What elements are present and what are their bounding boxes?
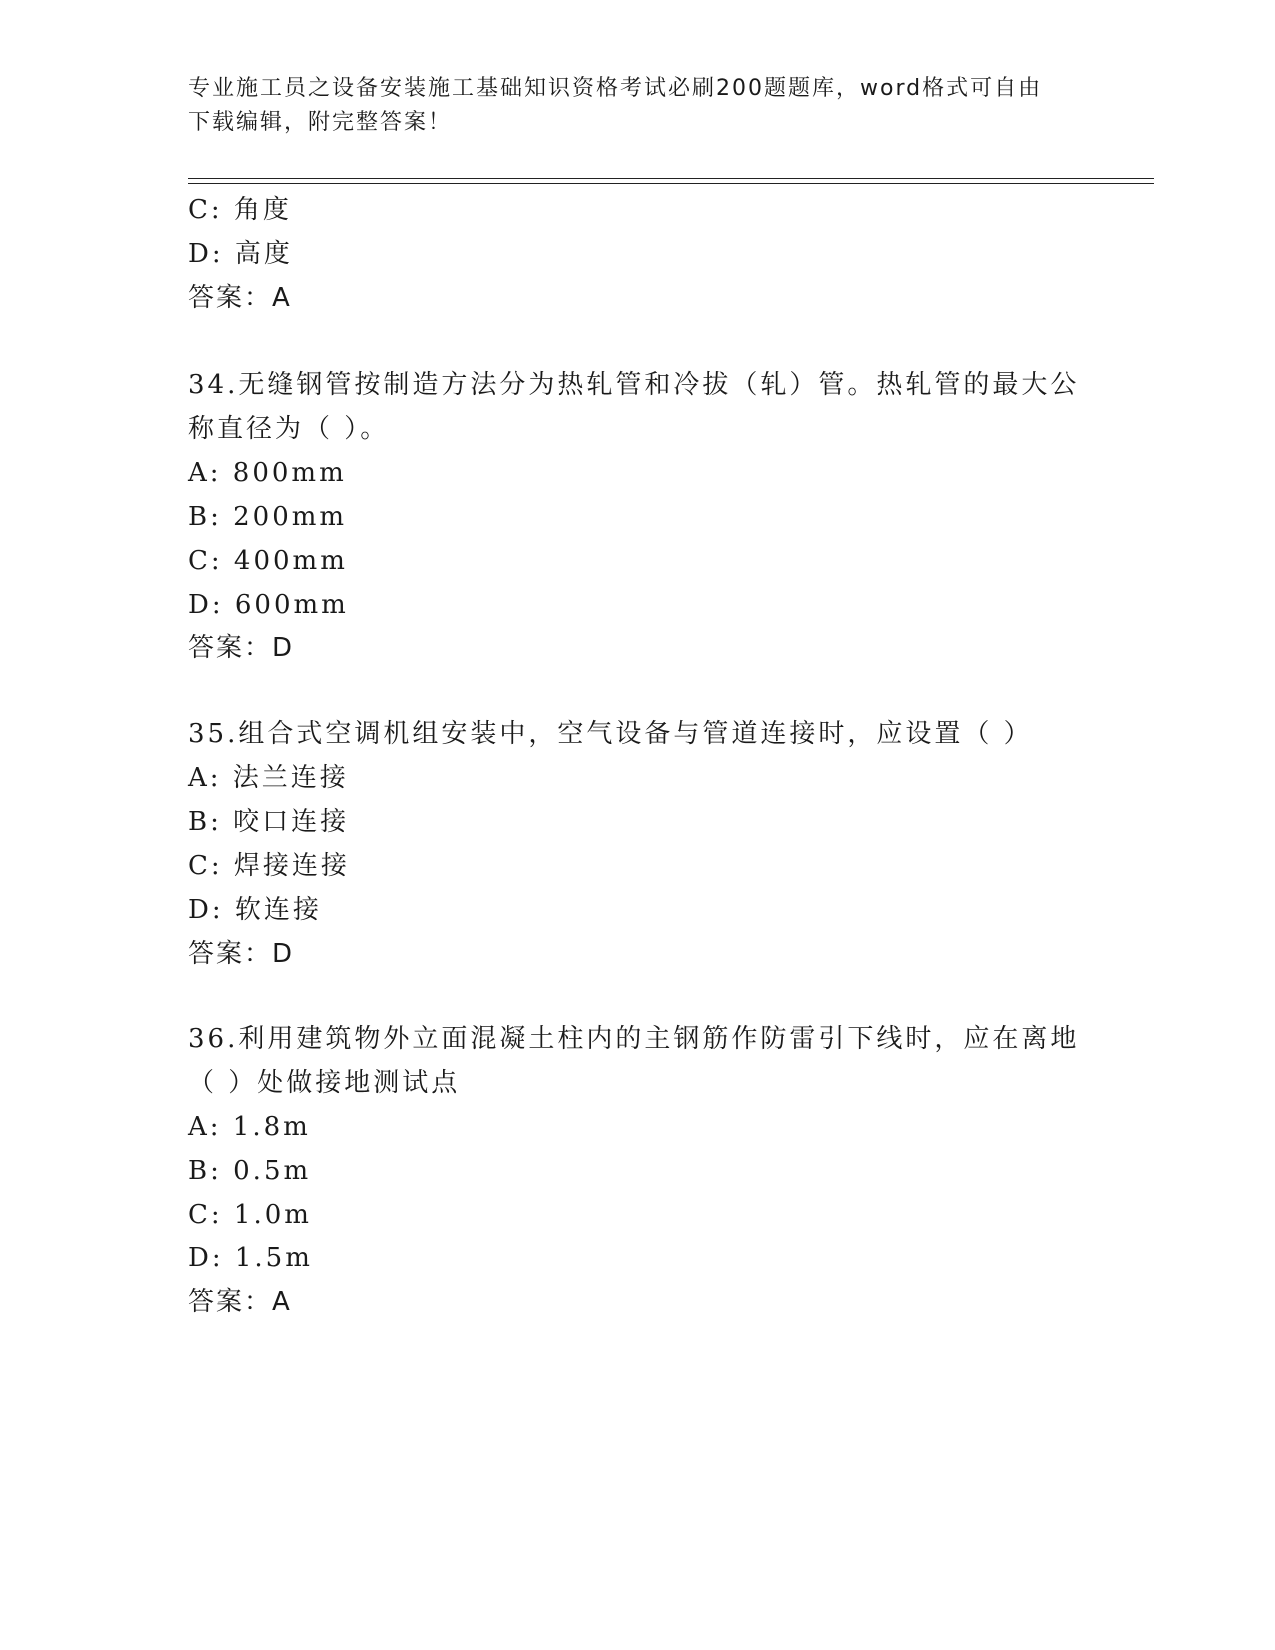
header-divider-bottom [188,183,1154,184]
q34-stem-line-2: 称直径为（ ）。 [188,414,390,444]
document-header [188,72,1068,140]
q36-option-c: C: 1.0m [188,1200,312,1230]
header-line-1: 专业施工员之设备安装施工基础知识资格考试必刷200题题库，word格式可自由 [188,76,1043,101]
q36-answer: 答案：A [188,1287,292,1317]
header-divider-top [188,178,1154,179]
q34-option-b: B: 200mm [188,502,348,532]
q36-stem-line-1: 36.利用建筑物外立面混凝土柱内的主钢筋作防雷引下线时，应在离地 [188,1024,1080,1054]
q35-answer: 答案：D [188,939,295,969]
prev-option-d: D: 高度 [188,239,293,269]
q36-option-a: A: 1.8m [188,1112,311,1142]
q34-answer: 答案：D [188,633,295,663]
q36-stem-line-2: （ ）处做接地测试点 [188,1068,461,1098]
header-line-2: 下载编辑，附完整答案！ [188,110,453,135]
q35-option-a: A: 法兰连接 [188,763,349,793]
q35-option-b: B: 咬口连接 [188,807,350,837]
q34-option-d: D: 600mm [188,590,349,620]
q35-option-c: C: 焊接连接 [188,851,350,881]
q36-option-b: B: 0.5m [188,1156,312,1186]
prev-answer: 答案：A [188,283,292,313]
q34-option-a: A: 800mm [188,458,347,488]
prev-option-c: C: 角度 [188,195,292,225]
q34-option-c: C: 400mm [188,546,348,576]
q34-stem-line-1: 34.无缝钢管按制造方法分为热轧管和冷拔（轧）管。热轧管的最大公 [188,370,1080,400]
q36-option-d: D: 1.5m [188,1243,313,1273]
q35-option-d: D: 软连接 [188,895,322,925]
q35-stem-line-1: 35.组合式空调机组安装中，空气设备与管道连接时，应设置（ ） [188,719,1033,749]
